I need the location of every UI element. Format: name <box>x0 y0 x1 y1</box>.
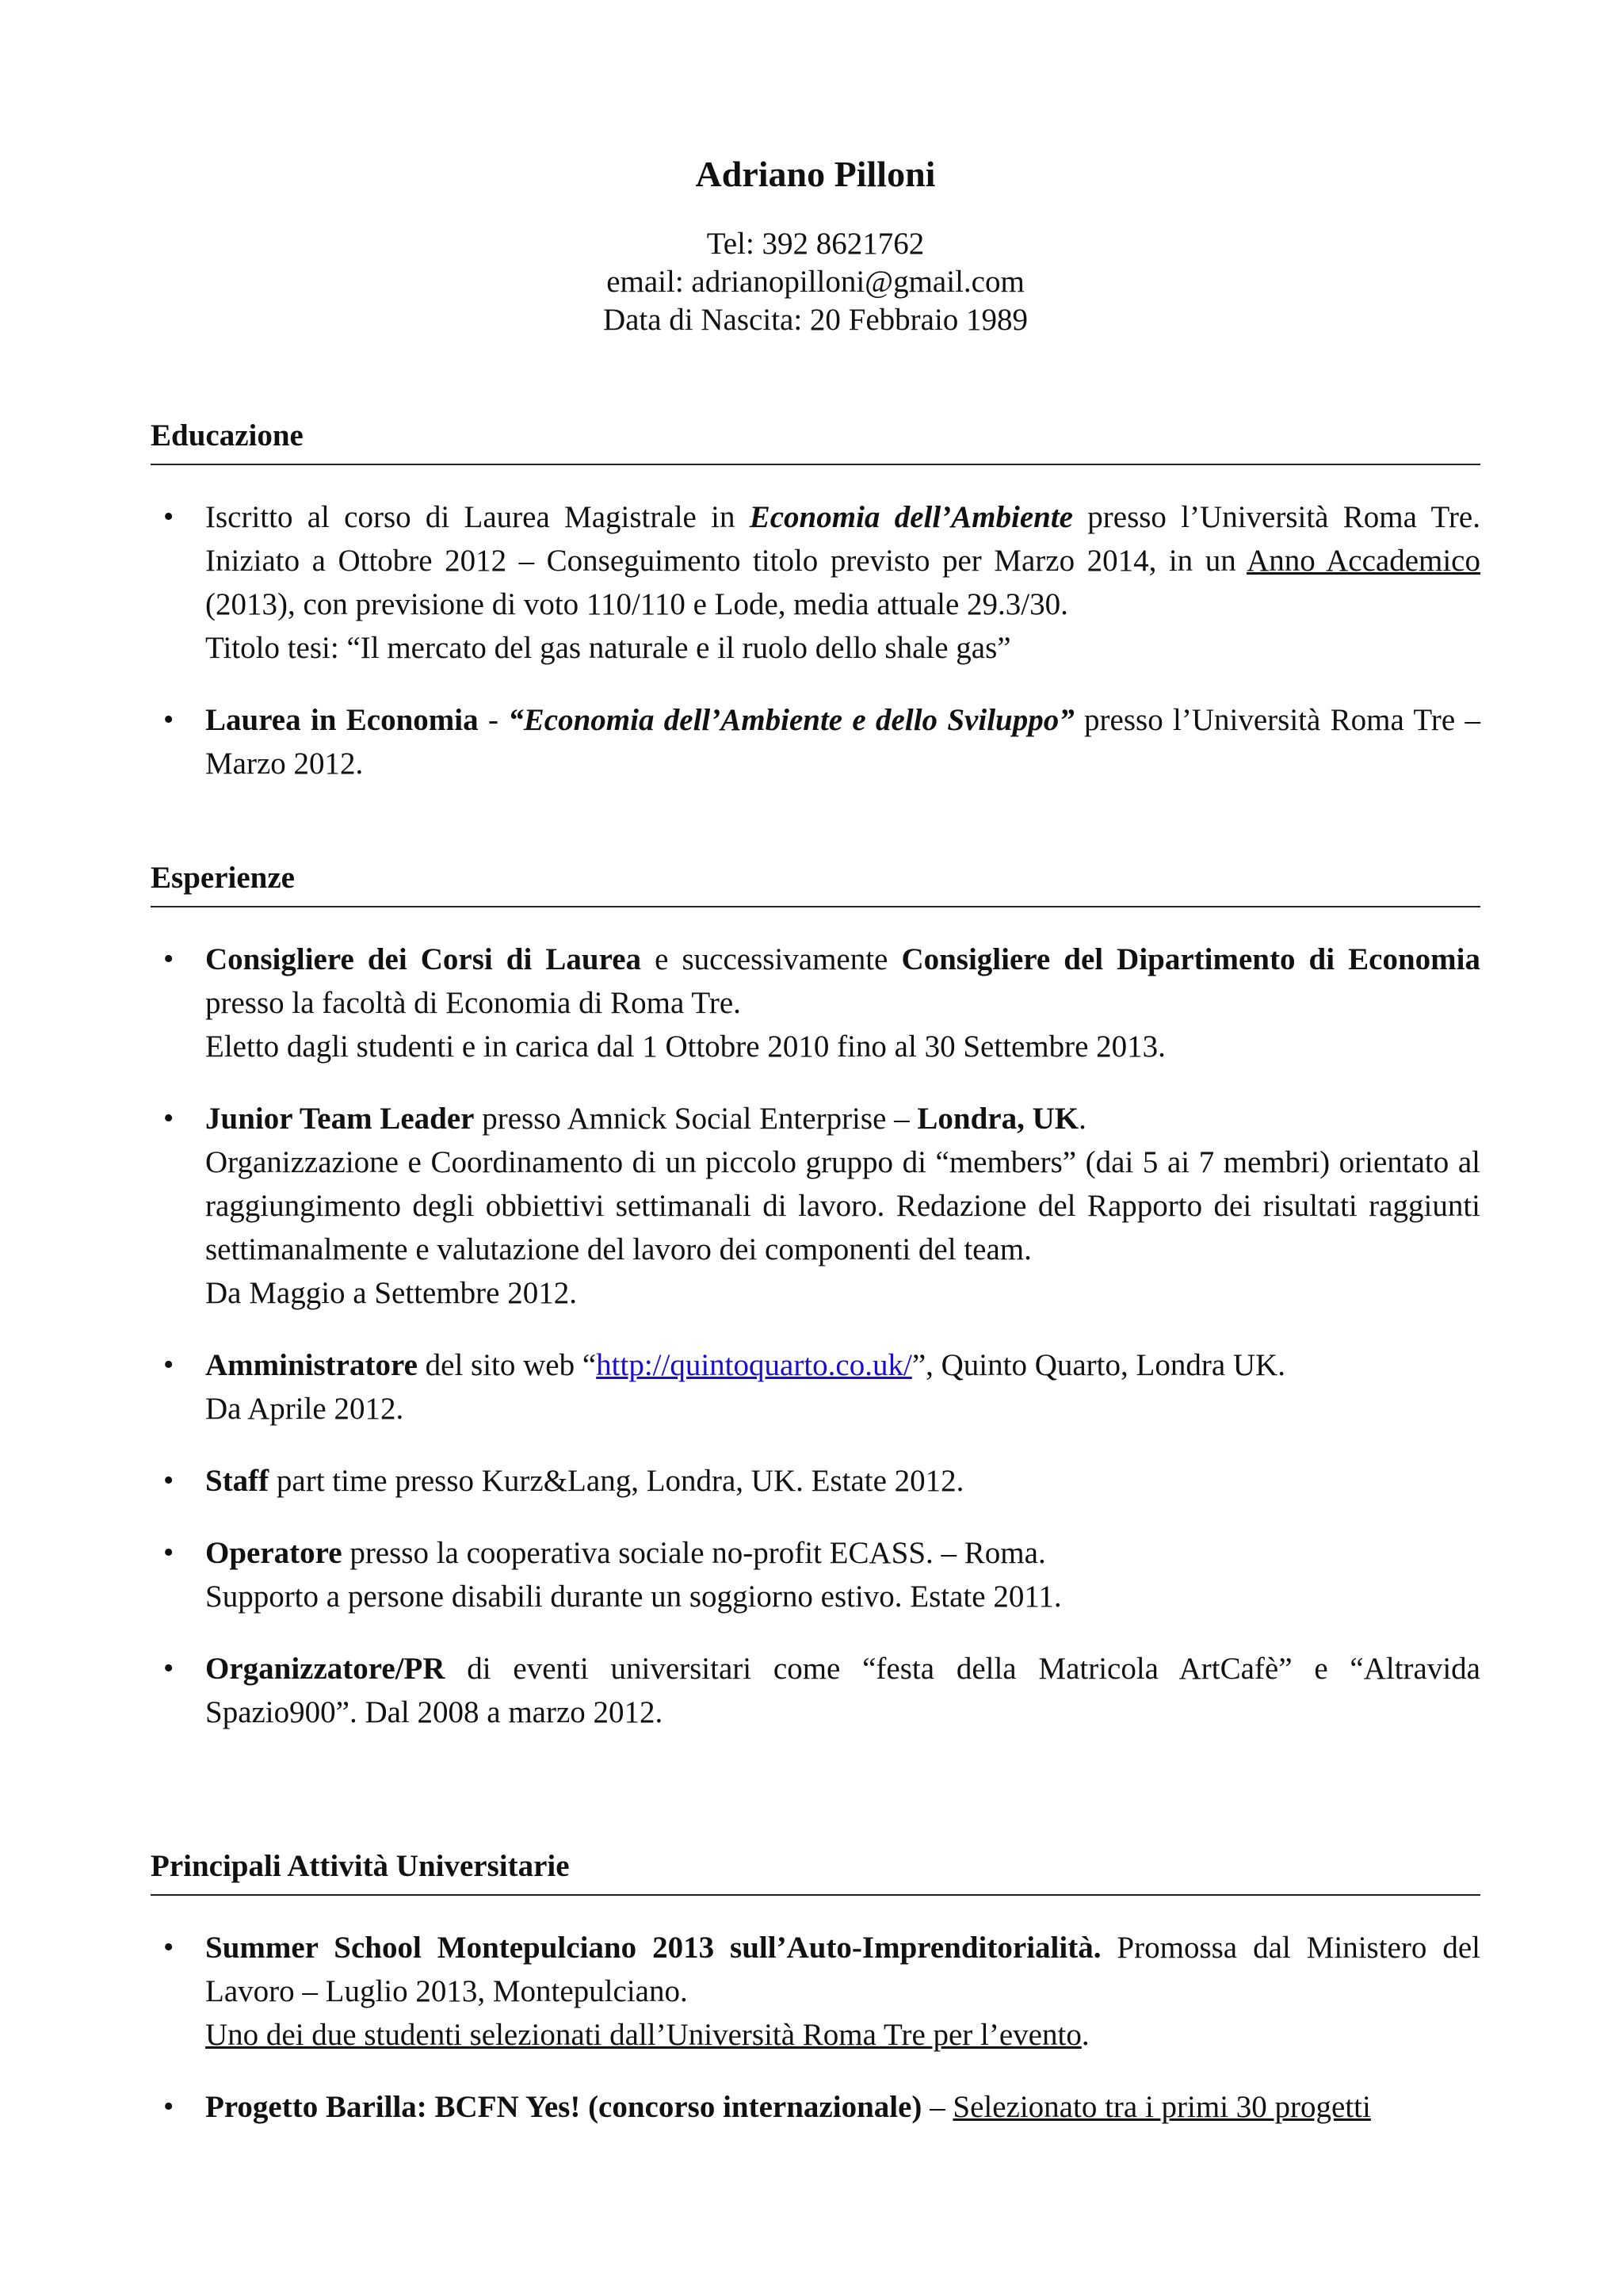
list-item <box>151 1459 1480 1503</box>
thesis-title: Titolo tesi: “Il mercato del gas naturale e il ruolo dello shale gas” <box>205 631 1011 665</box>
list-item <box>151 1647 1480 1734</box>
role-title: Consigliere dei Corsi di Laurea <box>205 942 642 976</box>
underlined-text: Selezionato tra i primi 30 progetti <box>953 2090 1371 2124</box>
candidate-name: Adriano Pilloni <box>695 154 936 194</box>
role-title: Junior Team Leader <box>205 1102 475 1136</box>
experience-list <box>151 938 1480 1734</box>
text: presso la cooperativa sociale no-profit ECASS. – Roma. <box>342 1536 1046 1570</box>
text: . <box>1079 1102 1086 1136</box>
activities-list <box>151 1926 1480 2129</box>
list-item <box>151 698 1480 785</box>
role-title: Consigliere del Dipartimento di Economia <box>901 942 1480 976</box>
text: presso l’Università Roma Tre. Iniziato a Ottobre 2012 – Conseguimento titolo previsto per Marzo 2014, in un <box>205 500 1480 578</box>
role-description: Organizzazione e Coordinamento di un piccolo gruppo di “members” (dai 5 ai 7 membri) orientato al raggiungimento degli obbiettivi settimanali di lavoro. Redazione del Rapporto dei risultati raggiunti settimanalmente e valutazione del lavoro dei componenti del team. <box>205 1145 1480 1266</box>
text: – <box>922 2090 953 2124</box>
text: - <box>478 703 509 737</box>
location: Londra, UK <box>917 1102 1079 1136</box>
text: Iscritto al corso di Laurea Magistrale in <box>205 500 750 534</box>
text: presso Amnick Social Enterprise – <box>474 1102 918 1136</box>
list-item <box>151 1531 1480 1618</box>
text: Promossa dal Ministero del Lavoro – Luglio 2013, Montepulciano. <box>205 1931 1480 2008</box>
text: ”, Quinto Quarto, Londra UK. <box>911 1348 1285 1382</box>
text: e successivamente <box>641 942 902 976</box>
activity-title: Summer School Montepulciano 2013 sull’Auto-Imprenditorialità. <box>205 1931 1102 1965</box>
text: presso la facoltà di Economia di Roma Tre. <box>205 986 741 1020</box>
text: part time presso Kurz&Lang, Londra, UK. Estate 2012. <box>269 1464 964 1498</box>
text: presso l’Università Roma Tre – Marzo 2012. <box>205 703 1480 781</box>
section-title-principali-attivita: Principali Attività Universitarie <box>151 1843 1480 1896</box>
role-title: Organizzatore/PR <box>205 1652 445 1686</box>
list-item <box>151 1926 1480 2057</box>
birth-date: Data di Nascita: 20 Febbraio 1989 <box>602 303 1029 337</box>
section-title-educazione: Educazione <box>151 413 1480 465</box>
list-item <box>151 938 1480 1068</box>
education-list <box>151 495 1480 785</box>
underlined-text: Anno Accademico <box>1247 544 1480 578</box>
role-title: Staff <box>205 1464 269 1498</box>
text: Eletto dagli studenti e in carica dal 1 Ottobre 2010 fino al 30 Settembre 2013. <box>205 1030 1166 1064</box>
list-item <box>151 495 1480 670</box>
underlined-text: Uno dei due studenti selezionati dall’Università Roma Tre per l’evento <box>205 2018 1082 2052</box>
email-address: email: adrianopilloni@gmail.com <box>606 265 1025 299</box>
text: del sito web “ <box>417 1348 597 1382</box>
role-title: Operatore <box>205 1536 342 1570</box>
phone-number: Tel: 392 8621762 <box>706 227 925 261</box>
role-period: Da Maggio a Settembre 2012. <box>205 1276 577 1310</box>
website-link[interactable]: http://quintoquarto.co.uk/ <box>596 1348 912 1382</box>
degree-title: Laurea in Economia <box>205 703 479 737</box>
text: Supporto a persone disabili durante un soggiorno estivo. Estate 2011. <box>205 1580 1062 1614</box>
degree-subject: “Economia dell’Ambiente e dello Sviluppo” <box>508 703 1075 737</box>
role-period: Da Aprile 2012. <box>205 1392 404 1426</box>
list-item <box>151 1343 1480 1431</box>
list-item <box>151 1097 1480 1315</box>
text: di eventi universitari come “festa della Matricola ArtCafè” e “Altravida Spazio900”. Dal 2008 a marzo 2012. <box>205 1652 1480 1729</box>
text: (2013), con previsione di voto 110/110 e Lode, media attuale 29.3/30. <box>205 587 1068 621</box>
text: . <box>1081 2018 1090 2052</box>
cv-header <box>151 151 1480 339</box>
degree-subject: Economia dell’Ambiente <box>749 500 1073 534</box>
activity-title: Progetto Barilla: BCFN Yes! (concorso internazionale) <box>205 2090 922 2124</box>
list-item <box>151 2085 1480 2129</box>
role-title: Amministratore <box>205 1348 418 1382</box>
section-title-esperienze: Esperienze <box>151 855 1480 907</box>
